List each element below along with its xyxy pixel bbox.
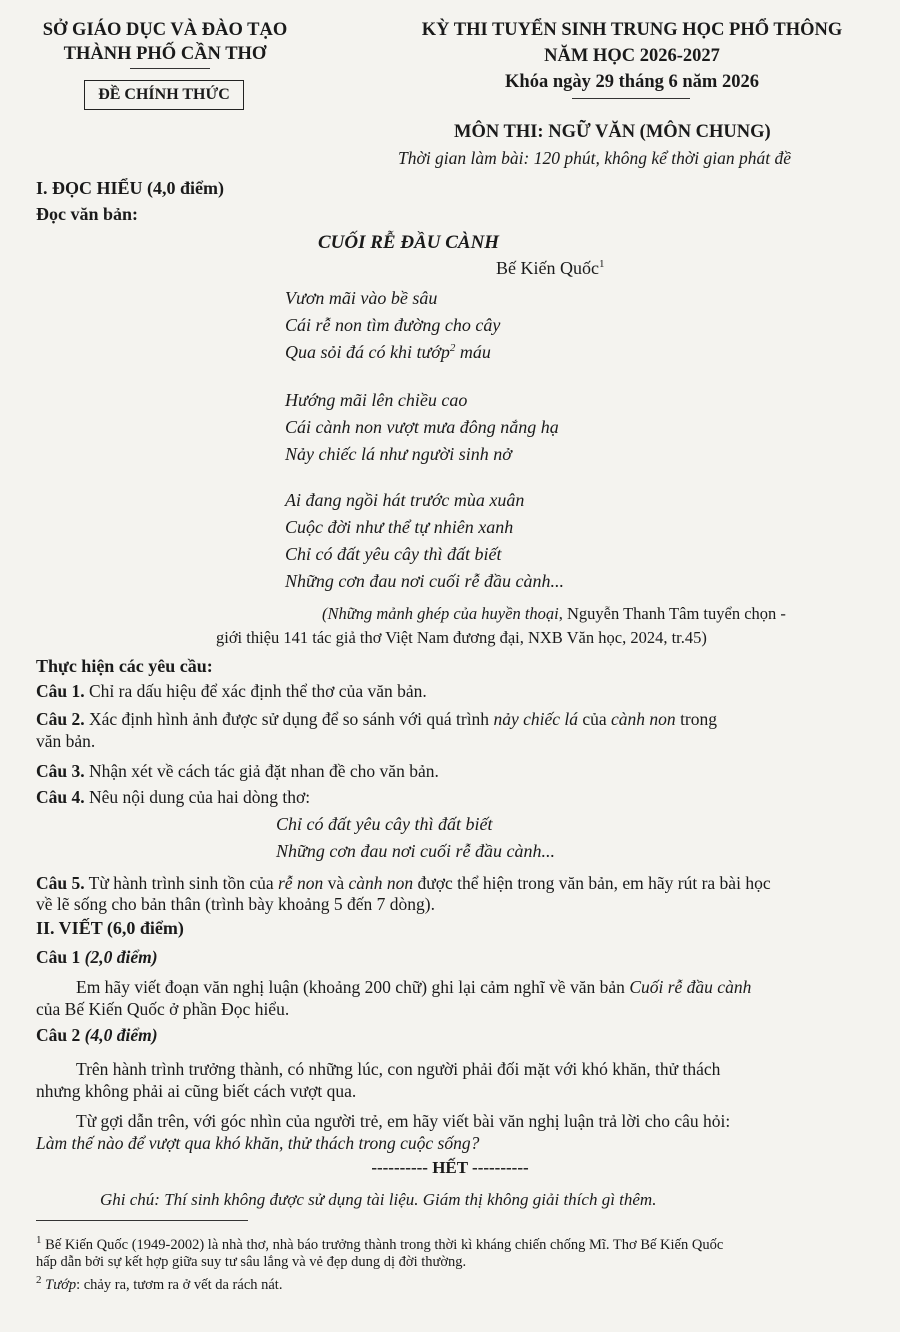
poem-line: Ai đang ngồi hát trước mùa xuân [285, 490, 525, 510]
department-name: SỞ GIÁO DỤC VÀ ĐÀO TẠO [42, 20, 288, 40]
writing-q1-text: Em hãy viết đoạn văn nghị luận (khoảng 200 chữ) ghi lại cảm nghĩ về văn bản Cuối rễ đầu cành [76, 977, 752, 997]
question-2: Câu 2. Xác định hình ảnh được sử dụng để so sánh với quá trình nảy chiếc lá của cành non trong [36, 709, 718, 729]
time-allowed: Thời gian làm bài: 120 phút, không kể thời gian phát đề [398, 148, 791, 168]
question-2-cont: văn bản. [36, 731, 96, 751]
poem-author: Bế Kiến Quốc$^1$ [496, 258, 605, 278]
footnote-1-cont: hấp dẫn bởi sự kết hợp giữa suy tư sâu lắng và vẻ đẹp dung dị đời thường. [36, 1254, 467, 1270]
footnote-ref-2: 2 [449, 342, 456, 354]
requirements-label: Thực hiện các yêu cầu: [36, 656, 213, 676]
poem-line: Qua sỏi đá có khi tướp$^2$ máu [285, 342, 491, 362]
city-name: THÀNH PHỐ CẦN THƠ [63, 44, 267, 64]
poem-line: Chỉ có đất yêu cây thì đất biết [285, 544, 502, 564]
quoted-poem-line: Những cơn đau nơi cuối rễ đầu cành... [276, 841, 555, 861]
subject-title: MÔN THI: NGỮ VĂN (MÔN CHUNG) [454, 122, 771, 142]
question-1: Câu 1. Chỉ ra dấu hiệu để xác định thể thơ của văn bản. [36, 681, 427, 701]
footnote-2: $^2$ Tướp: chảy ra, tươm ra ở vết da rách nát. [36, 1274, 283, 1293]
writing-q1-heading: Câu 1 (2,0 điểm) [36, 947, 158, 967]
writing-q2-heading: Câu 2 (4,0 điểm) [36, 1025, 158, 1045]
source-line: (Những mảnh ghép của huyền thoại, Nguyễn Thanh Tâm tuyển chọn - [322, 604, 786, 623]
writing-q2-question: Làm thế nào để vượt qua khó khăn, thử thách trong cuộc sống? [36, 1133, 480, 1153]
header-underline-left [130, 68, 210, 69]
end-marker: ---------- HẾT ---------- [371, 1158, 529, 1177]
official-exam-box: ĐỀ CHÍNH THỨC [84, 80, 244, 110]
source-line: giới thiệu 141 tác giả thơ Việt Nam đương đại, NXB Văn học, 2024, tr.45) [216, 628, 707, 647]
poem-line: Vươn mãi vào bề sâu [285, 288, 438, 308]
footnote-separator [36, 1220, 248, 1221]
part1-heading: I. ĐỌC HIỂU (4,0 điểm) [36, 178, 224, 198]
school-year: NĂM HỌC 2026-2027 [544, 46, 720, 66]
writing-q2-prompt: Từ gợi dẫn trên, với góc nhìn của người trẻ, em hãy viết bài văn nghị luận trả lời cho câu hỏi: [76, 1111, 731, 1131]
read-label: Đọc văn bản: [36, 204, 139, 224]
poem-line: Nảy chiếc lá như người sinh nở [285, 444, 512, 464]
exam-note: Ghi chú: Thí sinh không được sử dụng tài liệu. Giám thị không giải thích gì thêm. [100, 1190, 657, 1209]
question-4: Câu 4. Nêu nội dung của hai dòng thơ: [36, 787, 311, 807]
writing-q2-paragraph-cont: nhưng không phải ai cũng biết cách vượt qua. [36, 1081, 357, 1101]
poem-line: Cái rễ non tìm đường cho cây [285, 315, 501, 335]
question-5: Câu 5. Từ hành trình sinh tồn của rễ non và cành non được thể hiện trong văn bản, em hãy rút ra bài học [36, 873, 771, 893]
poem-line: Cái cành non vượt mưa đông nắng hạ [285, 417, 559, 437]
exam-date: Khóa ngày 29 tháng 6 năm 2026 [505, 72, 759, 92]
question-3: Câu 3. Nhận xét về cách tác giả đặt nhan đề cho văn bản. [36, 761, 439, 781]
poem-line: Những cơn đau nơi cuối rễ đầu cành... [285, 571, 564, 591]
header-underline-right [572, 98, 690, 99]
question-5-cont: về lẽ sống cho bản thân (trình bày khoảng 5 đến 7 dòng). [36, 894, 436, 914]
quoted-poem-line: Chỉ có đất yêu cây thì đất biết [276, 814, 493, 834]
writing-q1-text-cont: của Bế Kiến Quốc ở phần Đọc hiểu. [36, 999, 290, 1019]
poem-title: CUỐI RỄ ĐẦU CÀNH [318, 232, 500, 253]
exam-title: KỲ THI TUYỂN SINH TRUNG HỌC PHỔ THÔNG [421, 20, 843, 40]
part2-heading: II. VIẾT (6,0 điểm) [36, 918, 184, 938]
poem-line: Hướng mãi lên chiều cao [285, 390, 468, 410]
poem-line: Cuộc đời như thể tự nhiên xanh [285, 517, 514, 537]
footnote-ref-1: 1 [598, 258, 605, 270]
footnote-1: $^1$ Bế Kiến Quốc (1949-2002) là nhà thơ, nhà báo trưởng thành trong thời kì kháng chiến chống Mĩ. Thơ Bế Kiến Quốc [36, 1234, 724, 1253]
writing-q2-paragraph: Trên hành trình trưởng thành, có những lúc, con người phải đối mặt với khó khăn, thử thách [76, 1059, 721, 1079]
